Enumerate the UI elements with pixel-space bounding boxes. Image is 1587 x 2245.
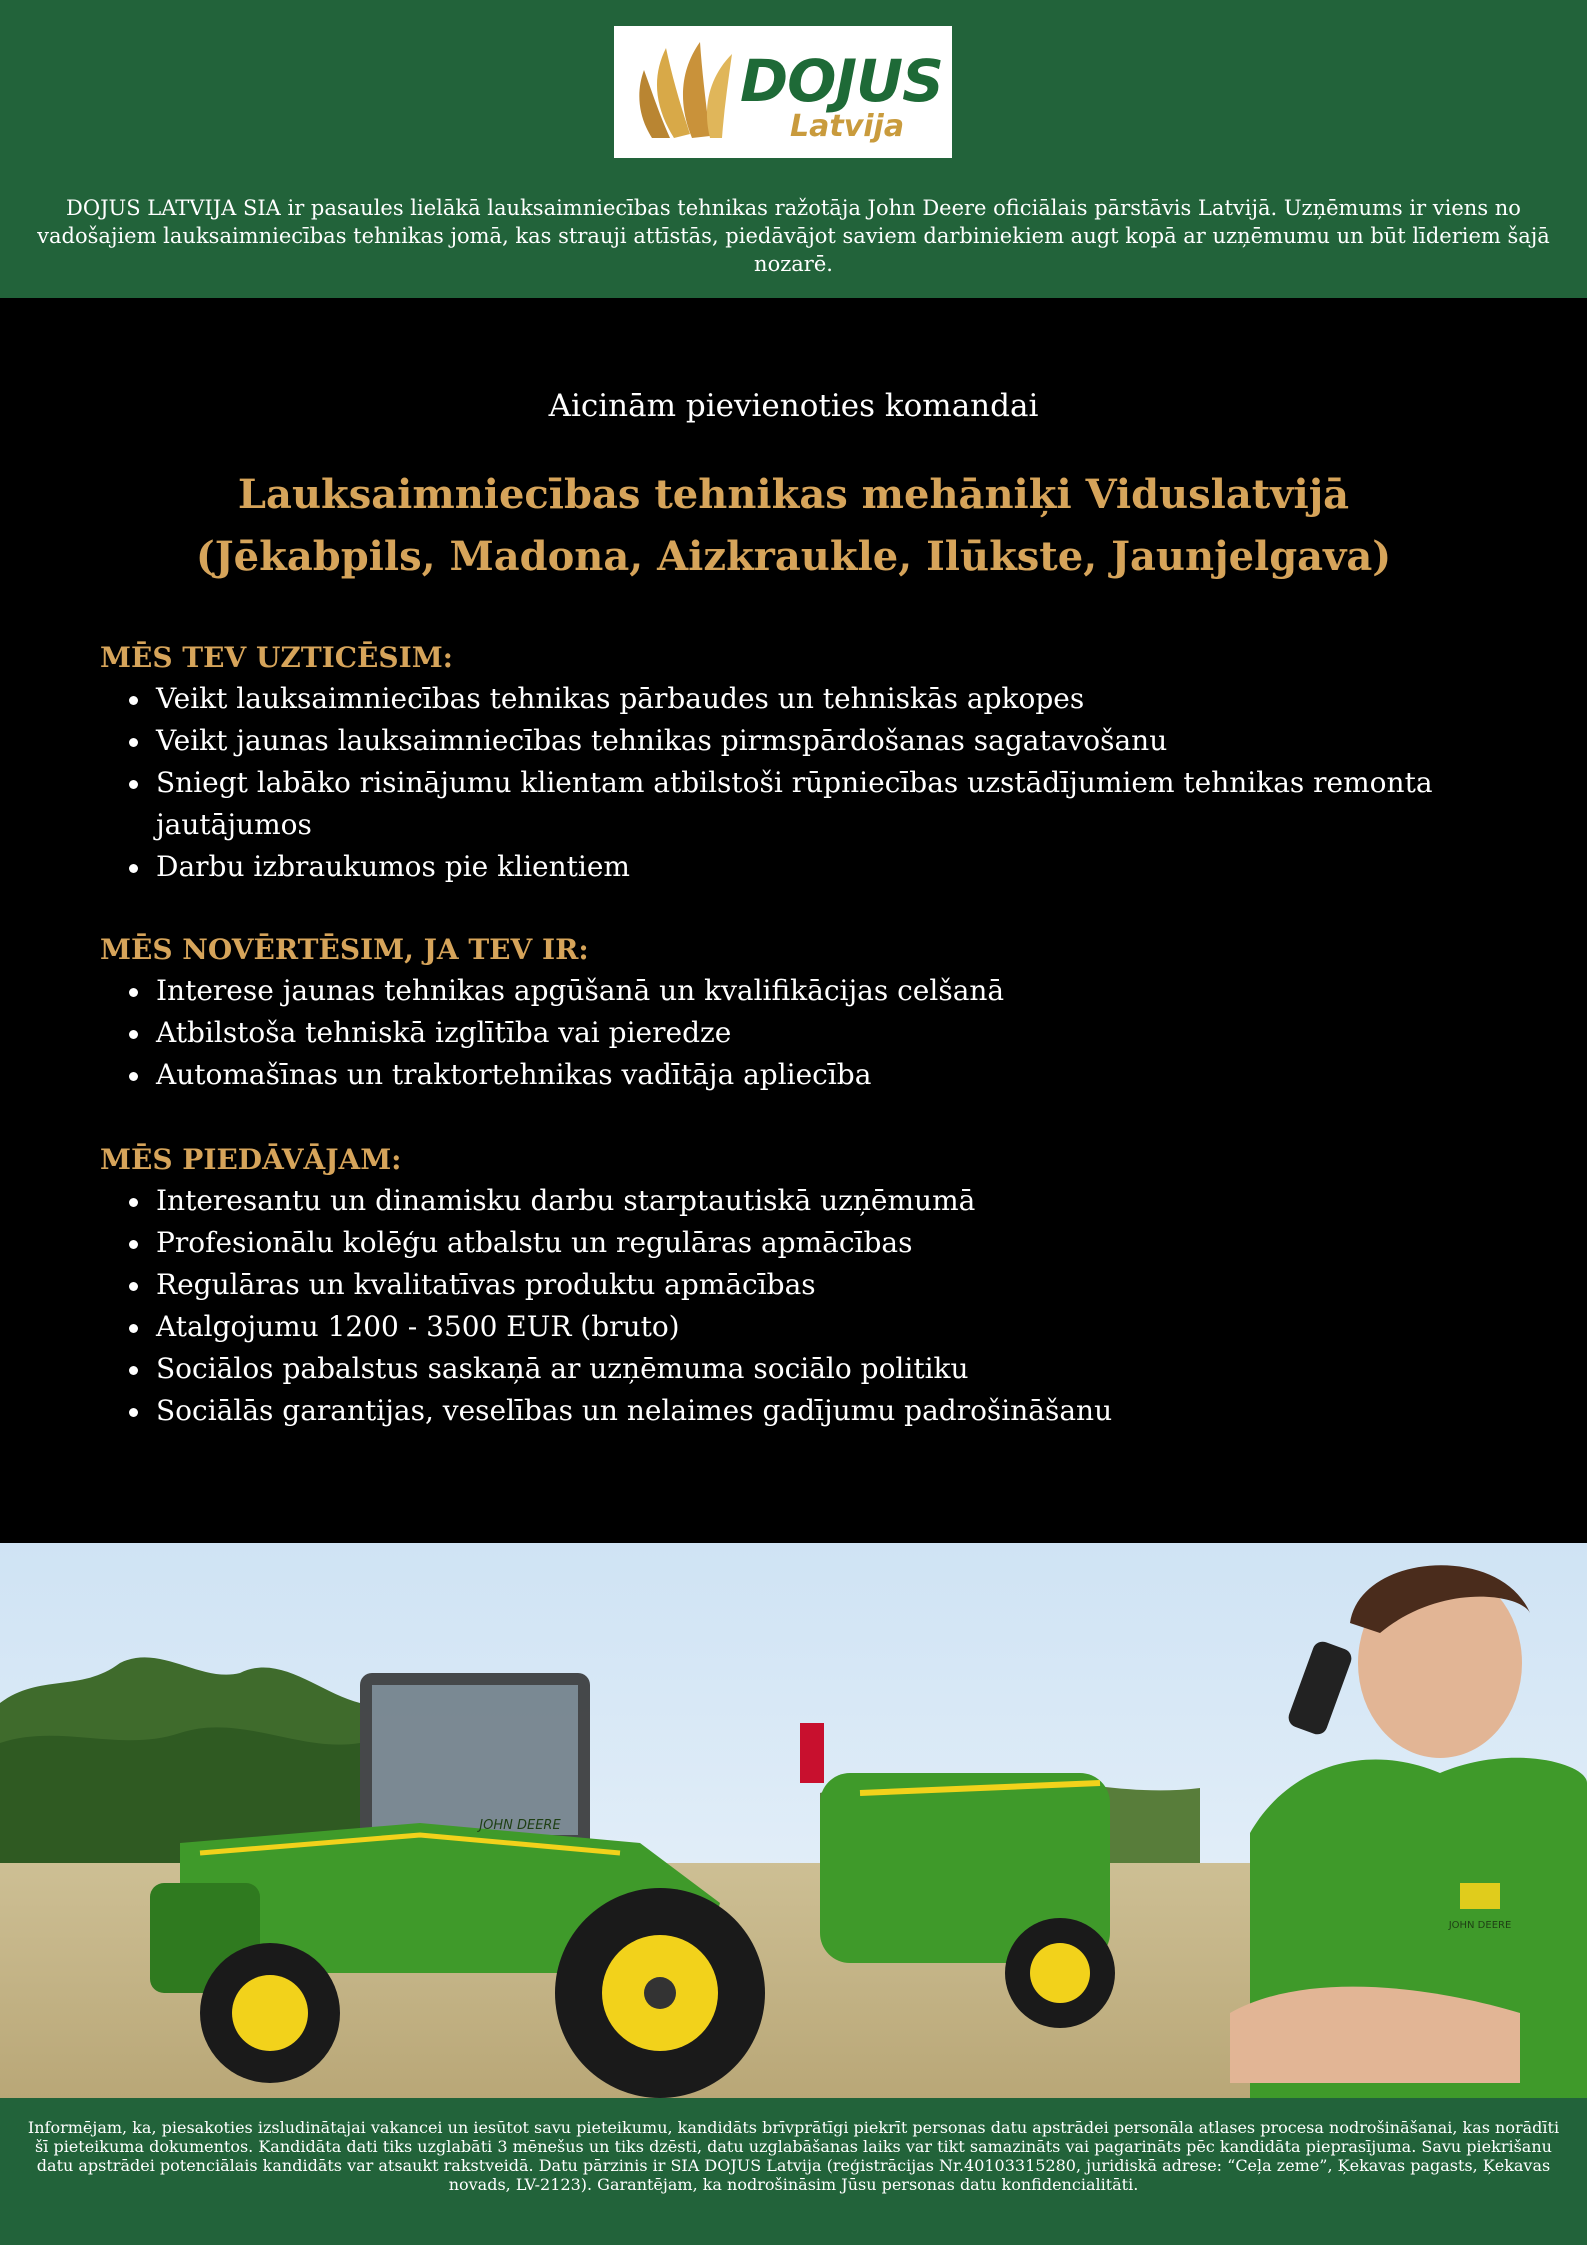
logo-subtitle: Latvija: [790, 109, 905, 144]
privacy-notice: Informējam, ka, piesakoties izsludinātajai vakancei un iesūtot savu pieteikumu, kandidāts brīvprātīgi piekrīt personas datu apstrādei personāla atlases procesa nodrošināšanai, kas norādīti šī pieteikuma dokumentos. Kandidāta dati tiks uzglabāti 3 mēnešus un tiks dzēsti, datu uzglabāšanas laiks var tikt samazināts vai pagarināts pēc kandidāta pieprasījuma. Savu piekrišanu datu apstrādei potenciālais kandidāts var atsaukt rakstveidā. Datu pārzinis ir SIA DOJUS Latvija (reģistrācijas Nr.40103315280, juridiskā adrese: “Ceļa zeme”, Ķekavas pagasts, Ķekavas novads, LV-2123). Garantējam, ka nodrošināsim Jūsu personas datu konfidencialitāti.: [27, 2118, 1560, 2194]
list-item: Veikt jaunas lauksaimniecības tehnikas pirmspārdošanas sagatavošanu: [156, 720, 1520, 762]
section-heading: MĒS TEV UZTICĒSIM:: [100, 641, 454, 674]
list-item: Interesantu un dinamisku darbu starptautiskā uzņēmumā: [156, 1180, 1520, 1222]
list-item: Regulāras un kvalitatīvas produktu apmācības: [156, 1264, 1520, 1306]
section-heading: MĒS NOVĒRTĒSIM, JA TEV IR:: [100, 933, 589, 966]
bullet-list: [100, 678, 1520, 888]
section-heading: MĒS PIEDĀVĀJAM:: [100, 1143, 402, 1176]
list-item: Interese jaunas tehnikas apgūšanā un kvalifikācijas celšanā: [156, 970, 1520, 1012]
company-logo: [614, 26, 952, 158]
bullet-list: [100, 970, 1520, 1096]
section-offer: [100, 1140, 1520, 1432]
list-item: Sociālos pabalstus saskaņā ar uzņēmuma sociālo politiku: [156, 1348, 1520, 1390]
list-item: Atbilstoša tehniskā izglītība vai pieredze: [156, 1012, 1520, 1054]
bullet-list: [100, 1180, 1520, 1432]
job-title: [0, 464, 1587, 588]
list-item: Darbu izbraukumos pie klientiem: [156, 846, 1520, 888]
logo-wordmark: DOJUS: [740, 47, 943, 115]
shirt-logo-text: JOHN DEERE: [1448, 1920, 1512, 1931]
header-banner: [0, 0, 1587, 298]
list-item: Profesionālu kolēģu atbalstu un regulāras apmācības: [156, 1222, 1520, 1264]
list-item: Veikt lauksaimniecības tehnikas pārbaudes un tehniskās apkopes: [156, 678, 1520, 720]
tractor-brand-text: JOHN DEERE: [479, 1818, 561, 1833]
hero-photo-tractor-mechanic: [0, 1543, 1587, 2098]
company-intro: DOJUS LATVIJA SIA ir pasaules lielākā lauksaimniecības tehnikas ražotāja John Deere oficiālais pārstāvis Latvijā. Uzņēmums ir viens no vadošajiem lauksaimniecības tehnikas jomā, kas strauji attīstās, piedāvājot saviem darbiniekiem augt kopā ar uzņēmumu un būt līderiem šajā nozarē.: [37, 196, 1550, 276]
job-ad-body: [0, 298, 1587, 1543]
list-item: Automašīnas un traktortehnikas vadītāja apliecība: [156, 1054, 1520, 1096]
section-responsibilities: [100, 638, 1520, 888]
list-item: Atalgojumu 1200 - 3500 EUR (bruto): [156, 1306, 1520, 1348]
tractor-scene-image: [0, 1543, 1587, 2098]
section-requirements: [100, 930, 1520, 1096]
privacy-footer: [0, 2098, 1587, 2245]
job-title-line2: (Jēkabpils, Madona, Aizkraukle, Ilūkste, Jaunjelgava): [195, 533, 1392, 580]
invite-heading: Aicinām pievienoties komandai: [548, 388, 1039, 424]
job-title-line1: Lauksaimniecības tehnikas mehāniķi Viduslatvijā: [237, 471, 1350, 518]
list-item: Sniegt labāko risinājumu klientam atbilstoši rūpniecības uzstādījumiem tehnikas remonta jautājumos: [156, 762, 1520, 846]
list-item: Sociālās garantijas, veselības un nelaimes gadījumu padrošināšanu: [156, 1390, 1520, 1432]
